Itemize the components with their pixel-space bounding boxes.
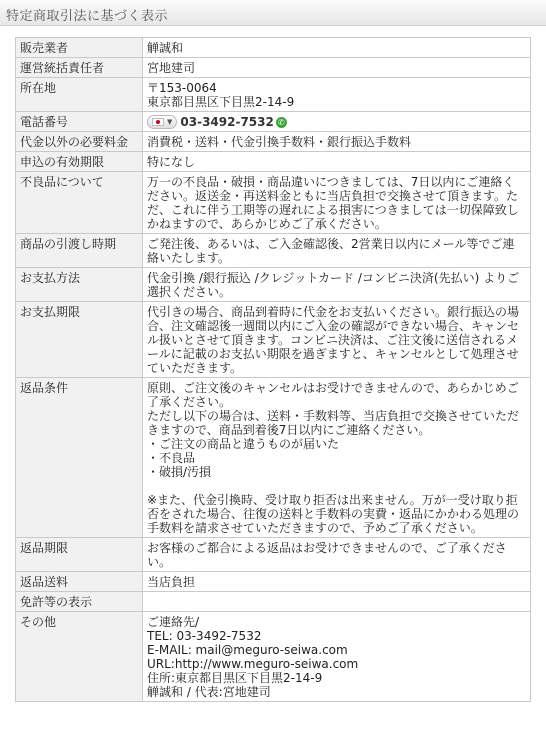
row-label: 返品条件 (16, 378, 143, 538)
call-icon[interactable]: ✆ (276, 117, 287, 128)
payment-method-value: 代金引換 /銀行振込 /クレジットカード /コンビニ決済(先払い) よりご選択ください。 (143, 268, 531, 302)
row-label: 免許等の表示 (16, 592, 143, 612)
license-value (143, 592, 531, 612)
table-row (16, 132, 531, 152)
validity-value: 特になし (143, 152, 531, 172)
table-row (16, 538, 531, 572)
return-conditions-value: 原則、ご注文後のキャンセルはお受けできませんので、あらかじめご了承ください。 ただし以下の場合は、送料・手数料等、当店負担で交換させていただきますので、商品到着後7日以内にご連絡ください。 ・ご注文の商品と違うものが届いた ・不良品 ・破損/汚損 ※また、代金引換時、受け取り拒否は出来ません。万が一受け取り拒否をされた場合、往復の送料と手数料の実費・返品にかかわる処理の手数料を請求させていただきますので、予めご了承ください。 (143, 378, 531, 538)
other-contact-value: ご連絡先/ TEL: 03-3492-7532 E-MAIL: mail@meguro-seiwa.com URL:http://www.meguro-seiwa.com 住所:東京都目黒区下目黒2-14-9 觯誠和 / 代表:宮地建司 (143, 612, 531, 702)
manager-value: 宮地建司 (143, 58, 531, 78)
row-label: 代金以外の必要料金 (16, 132, 143, 152)
table-row (16, 592, 531, 612)
table-row (16, 378, 531, 538)
address-value: 〒153-0064 東京都目黒区下目黒2-14-9 (143, 78, 531, 112)
table-row (16, 78, 531, 112)
extra-fees-value: 消費税・送料・代金引換手数料・銀行振込手数料 (143, 132, 531, 152)
table-row (16, 612, 531, 702)
row-label: お支払期限 (16, 302, 143, 378)
delivery-time-value: ご発注後、あるいは、ご入金確認後、2営業日以内にメール等でご連絡いたします。 (143, 234, 531, 268)
return-deadline-value: お客様のご都合による返品はお受けできませんので、ご了承ください。 (143, 538, 531, 572)
table-row (16, 572, 531, 592)
payment-deadline-value: 代引きの場合、商品到着時に代金をお支払いください。銀行振込の場合、注文確認後一週間以内にご入金の確認ができない場合、キャンセル扱いとさせて頂きます。コンビニ決済は、ご注文後に送信されるメールに記載のお支払い期限を過ぎますと、キャンセルとして処理させていただきます。 (143, 302, 531, 378)
defect-policy-value: 万一の不良品・破損・商品違いにつきましては、7日以内にご連絡ください。返送金・再送料金ともに当店負担で交換させて頂きます。ただ、これに伴う工期等の遅れによる損害につきましては一切保障致しかねますので、あらかじめご了承ください。 (143, 172, 531, 234)
row-label: 返品送料 (16, 572, 143, 592)
table-row (16, 38, 531, 58)
japan-flag-icon (152, 118, 164, 126)
seller-value: 觯誠和 (143, 38, 531, 58)
table-row (16, 172, 531, 234)
row-label: 商品の引渡し時期 (16, 234, 143, 268)
phone-widget[interactable] (147, 115, 287, 129)
table-row (16, 302, 531, 378)
row-label: 販売業者 (16, 38, 143, 58)
row-label: 不良品について (16, 172, 143, 234)
row-label: 返品期限 (16, 538, 143, 572)
row-label: 申込の有効期限 (16, 152, 143, 172)
row-label: その他 (16, 612, 143, 702)
row-label: 運営統括責任者 (16, 58, 143, 78)
legal-info-table (15, 37, 531, 702)
table-row (16, 58, 531, 78)
table-row (16, 152, 531, 172)
chevron-down-icon: ▼ (167, 118, 173, 126)
return-shipping-value: 当店負担 (143, 572, 531, 592)
table-row (16, 112, 531, 132)
country-selector[interactable] (147, 115, 177, 129)
phone-number[interactable]: 03-3492-7532 (180, 115, 274, 129)
page-title: 特定商取引法に基づく表示 (6, 9, 169, 24)
row-label: 電話番号 (16, 112, 143, 132)
phone-cell (143, 112, 531, 132)
row-label: 所在地 (16, 78, 143, 112)
row-label: お支払方法 (16, 268, 143, 302)
page-header (0, 0, 546, 26)
table-row (16, 268, 531, 302)
table-row (16, 234, 531, 268)
